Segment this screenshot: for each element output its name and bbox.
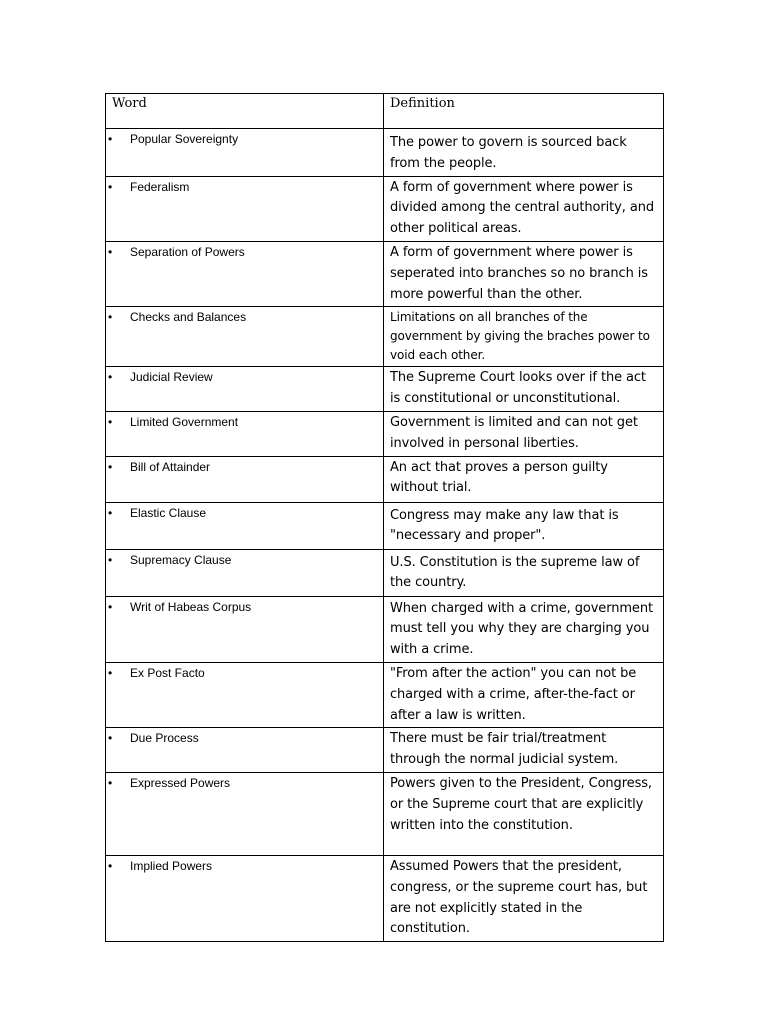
table-row	[106, 176, 664, 241]
bullet-icon: •	[108, 731, 113, 746]
definition-cell: There must be fair trial/treatment through the normal judicial system.	[384, 728, 664, 773]
bullet-icon: •	[108, 179, 113, 194]
table-row	[106, 855, 664, 941]
term-text: Supremacy Clause	[130, 552, 232, 567]
term-text: Judicial Review	[130, 370, 213, 385]
bullet-icon: •	[108, 552, 113, 567]
term-text: Bill of Attainder	[130, 459, 211, 474]
table-row	[106, 241, 664, 306]
term-text: Federalism	[130, 179, 190, 194]
definition-cell: Limitations on all branches of the government by giving the braches power to void each other.	[384, 307, 664, 367]
definition-cell: Congress may make any law that is "necessary and proper".	[384, 502, 664, 549]
word-cell	[106, 502, 384, 549]
table-row	[106, 662, 664, 727]
word-cell	[106, 241, 384, 306]
term-text: Checks and Balances	[130, 310, 247, 325]
table-row	[106, 772, 664, 855]
table-row	[106, 502, 664, 549]
term-text: Elastic Clause	[130, 505, 207, 520]
word-cell	[106, 772, 384, 855]
definition-cell: The Supreme Court looks over if the act is constitutional or unconstitutional.	[384, 367, 664, 412]
word-cell	[106, 728, 384, 773]
bullet-icon: •	[108, 599, 113, 614]
bullet-icon: •	[108, 310, 113, 325]
table-row	[106, 367, 664, 412]
table-row	[106, 456, 664, 502]
bullet-icon: •	[108, 459, 113, 474]
table-row	[106, 307, 664, 367]
bullet-icon: •	[108, 370, 113, 385]
term-text: Due Process	[130, 731, 199, 746]
bullet-icon: •	[108, 244, 113, 259]
table-row	[106, 596, 664, 662]
word-cell	[106, 411, 384, 456]
definition-cell: A form of government where power is divided among the central authority, and other political areas.	[384, 176, 664, 241]
definition-cell: A form of government where power is seperated into branches so no branch is more powerful than the other.	[384, 241, 664, 306]
table-row	[106, 411, 664, 456]
definition-cell: When charged with a crime, government must tell you why they are charging you with a crime.	[384, 596, 664, 662]
definition-cell: U.S. Constitution is the supreme law of the country.	[384, 549, 664, 596]
word-cell	[106, 662, 384, 727]
table-row	[106, 129, 664, 177]
definition-cell: An act that proves a person guilty without trial.	[384, 456, 664, 502]
term-text: Implied Powers	[130, 858, 213, 873]
word-cell	[106, 596, 384, 662]
word-cell	[106, 549, 384, 596]
header-word: Word	[106, 94, 384, 129]
bullet-icon: •	[108, 858, 113, 873]
definition-cell: "From after the action" you can not be charged with a crime, after-the-fact or after a law is written.	[384, 662, 664, 727]
bullet-icon: •	[108, 132, 113, 146]
term-text: Expressed Powers	[130, 775, 231, 790]
word-cell	[106, 129, 384, 177]
definition-cell: Assumed Powers that the president, congress, or the supreme court has, but are not explicitly stated in the constitution.	[384, 855, 664, 941]
definition-cell: Powers given to the President, Congress, or the Supreme court that are explicitly written into the constitution.	[384, 772, 664, 855]
table-header-row	[106, 94, 664, 129]
term-text: Limited Government	[130, 414, 239, 429]
definition-cell: Government is limited and can not get involved in personal liberties.	[384, 411, 664, 456]
bullet-icon: •	[108, 505, 113, 520]
word-cell	[106, 367, 384, 412]
word-cell	[106, 855, 384, 941]
term-text: Ex Post Facto	[130, 665, 205, 680]
definition-cell: The power to govern is sourced back from the people.	[384, 129, 664, 177]
bullet-icon: •	[108, 665, 113, 680]
table-row	[106, 549, 664, 596]
term-text: Writ of Habeas Corpus	[130, 599, 252, 614]
bullet-icon: •	[108, 414, 113, 429]
table-row	[106, 728, 664, 773]
term-text: Popular Sovereignty	[130, 132, 239, 146]
word-cell	[106, 176, 384, 241]
vocabulary-table	[105, 93, 664, 942]
header-definition: Definition	[384, 94, 664, 129]
bullet-icon: •	[108, 775, 113, 790]
term-text: Separation of Powers	[130, 244, 245, 259]
word-cell	[106, 456, 384, 502]
word-cell	[106, 307, 384, 367]
